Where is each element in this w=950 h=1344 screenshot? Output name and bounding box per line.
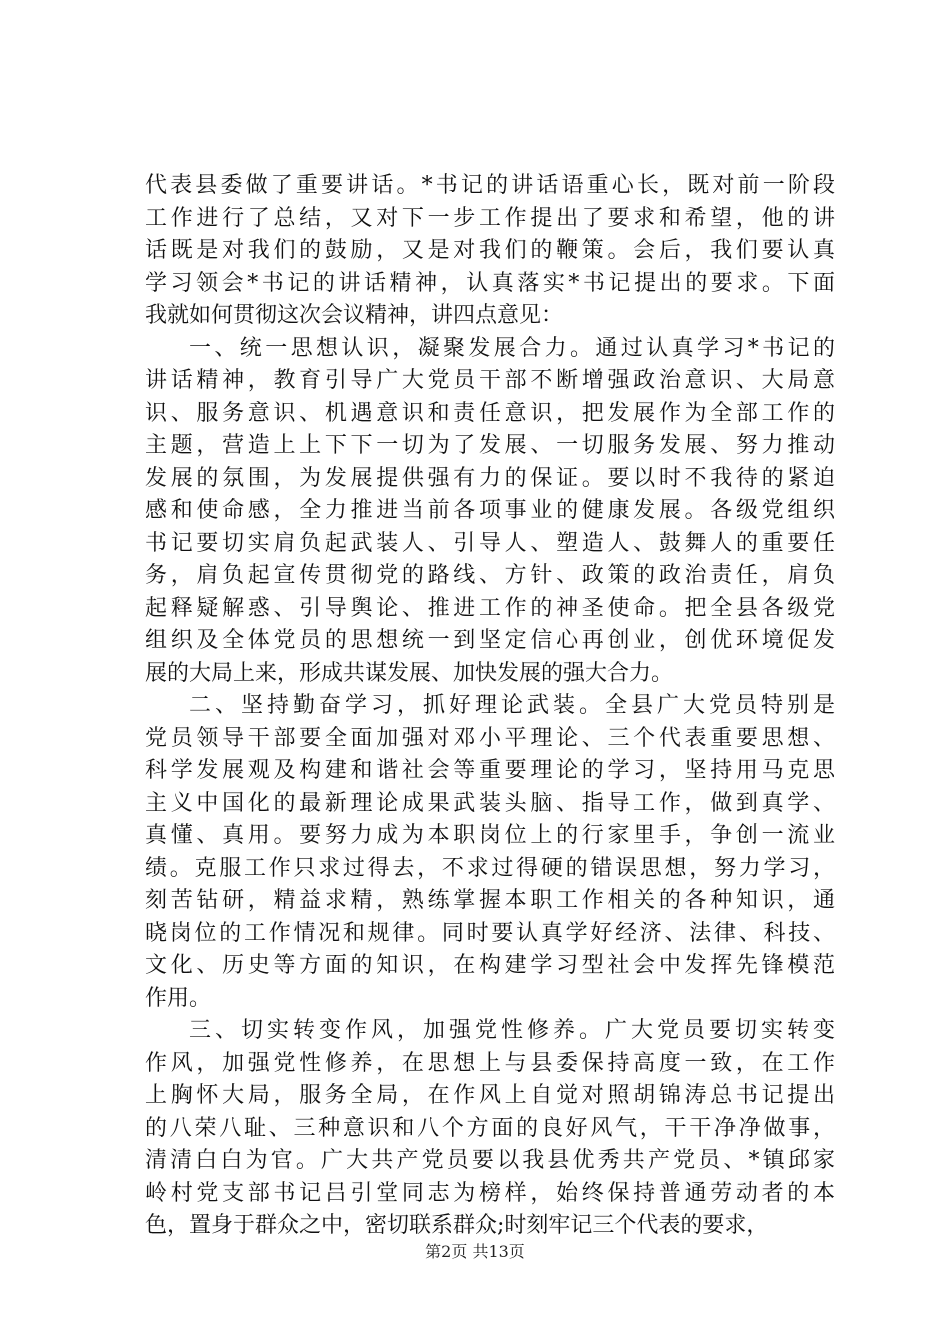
text-line: 晓岗位的工作情况和规律。同时要认真学好经济、法律、科技、	[145, 920, 835, 946]
page-footer: 第2页 共13页	[425, 1242, 525, 1261]
text-line: 话既是对我们的鼓励，又是对我们的鞭策。会后，我们要认真	[145, 238, 835, 263]
text-line: 色，置身于群众之中，密切联系群众;时刻牢记三个代表的要求，	[145, 1213, 769, 1238]
paragraph	[145, 1015, 835, 1243]
text-line: 发展的氛围，为发展提供强有力的保证。要以时不我待的紧迫	[145, 465, 835, 491]
paragraph	[145, 170, 835, 333]
text-line: 书记要切实肩负起武装人、引导人、塑造人、鼓舞人的重要任	[145, 530, 835, 556]
text-line: 刻苦钻研，精益求精，熟练掌握本职工作相关的各种知识，通	[145, 888, 835, 913]
text-line: 讲话精神，教育引导广大党员干部不断增强政治意识、大局意	[145, 368, 835, 393]
text-line: 文化、历史等方面的知识，在构建学习型社会中发挥先锋模范	[145, 953, 835, 978]
text-line: 主义中国化的最新理论成果武装头脑、指导工作，做到真学、	[145, 790, 835, 816]
text-line: 一、统一思想认识，凝聚发展合力。通过认真学习*书记的	[189, 335, 835, 361]
text-line: 上胸怀大局，服务全局，在作风上自觉对照胡锦涛总书记提出	[145, 1083, 835, 1108]
text-line: 识、服务意识、机遇意识和责任意识，把发展作为全部工作的	[145, 400, 835, 426]
paragraph	[145, 690, 835, 1015]
body-text	[145, 170, 835, 1243]
text-line: 三、切实转变作风，加强党性修养。广大党员要切实转变	[189, 1018, 835, 1043]
text-line: 作用。	[145, 985, 212, 1011]
text-line: 的八荣八耻、三种意识和八个方面的良好风气，干干净净做事，	[145, 1115, 835, 1141]
text-line: 我就如何贯彻这次会议精神，讲四点意见：	[145, 303, 564, 328]
text-line: 代表县委做了重要讲话。*书记的讲话语重心长，既对前一阶段	[145, 173, 835, 198]
text-line: 务，肩负起宣传贯彻党的路线、方针、政策的政治责任，肩负	[145, 563, 835, 588]
text-line: 党员领导干部要全面加强对邓小平理论、三个代表重要思想、	[145, 725, 835, 751]
paragraph	[145, 333, 835, 691]
text-line: 真懂、真用。要努力成为本职岗位上的行家里手，争创一流业	[145, 823, 835, 848]
text-line: 主题，营造上上下下一切为了发展、一切服务发展、努力推动	[145, 433, 835, 458]
text-line: 感和使命感，全力推进当前各项事业的健康发展。各级党组织	[145, 498, 835, 523]
text-line: 起释疑解惑、引导舆论、推进工作的神圣使命。把全县各级党	[145, 595, 835, 621]
text-line: 清清白白为官。广大共产党员要以我县优秀共产党员、*镇邱家	[145, 1148, 835, 1173]
text-line: 组织及全体党员的思想统一到坚定信心再创业，创优环境促发	[145, 628, 835, 653]
text-line: 作风，加强党性修养，在思想上与县委保持高度一致，在工作	[145, 1050, 835, 1076]
text-line: 学习领会*书记的讲话精神，认真落实*书记提出的要求。下面	[145, 270, 835, 296]
text-line: 工作进行了总结，又对下一步工作提出了要求和希望，他的讲	[145, 205, 835, 231]
text-line: 绩。克服工作只求过得去，不求过得硬的错误思想，努力学习，	[145, 855, 835, 881]
text-line: 展的大局上来，形成共谋发展、加快发展的强大合力。	[145, 660, 674, 686]
text-line: 科学发展观及构建和谐社会等重要理论的学习，坚持用马克思	[145, 758, 835, 783]
text-line: 二、坚持勤奋学习，抓好理论武装。全县广大党员特别是	[189, 693, 835, 718]
text-line: 岭村党支部书记吕引堂同志为榜样，始终保持普通劳动者的本	[145, 1180, 835, 1206]
